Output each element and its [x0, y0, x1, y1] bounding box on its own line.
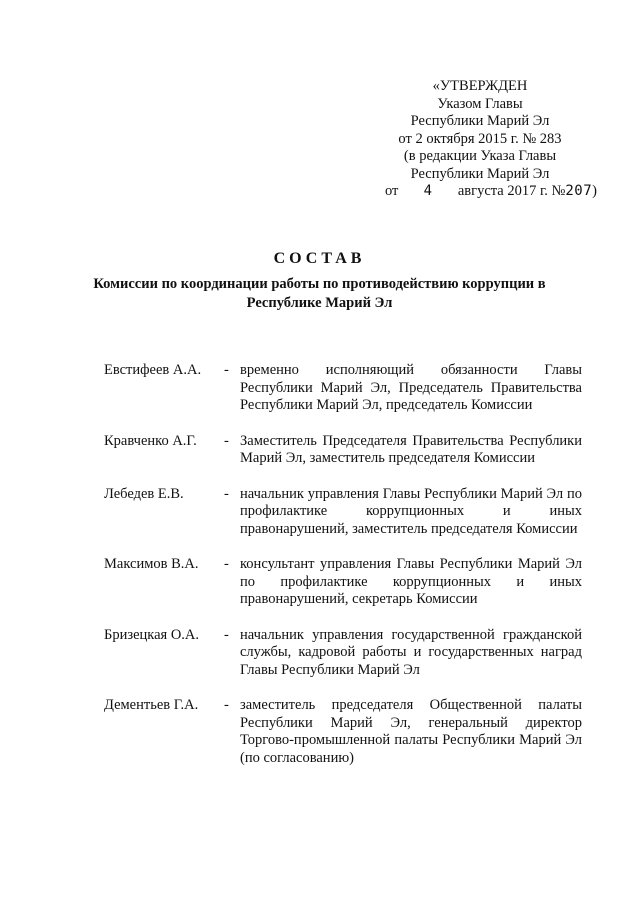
member-dash: - — [224, 626, 229, 643]
member-entry — [104, 697, 582, 767]
member-description: Заместитель Председателя Правительства Республики Марий Эл, заместитель председателя Комиссии — [240, 432, 582, 466]
amendment-number: 207 — [565, 183, 593, 199]
member-description: начальник управления Главы Республики Марий Эл по профилактике коррупционных и иных правонарушений, заместитель председателя Комиссии — [240, 485, 582, 537]
document-title: СОСТАВ — [273, 250, 366, 267]
member-entry — [104, 486, 582, 539]
member-entry — [104, 627, 582, 680]
member-entry — [104, 556, 582, 609]
member-name: Евстифеев А.А. — [104, 362, 202, 378]
member-entry — [104, 433, 582, 468]
approval-line: (в редакции Указа Главы — [403, 148, 557, 164]
amendment-middle: августа 2017 г. № — [457, 183, 566, 199]
members-list — [104, 362, 582, 767]
member-description: консультант управления Главы Республики Марий Эл по профилактике коррупционных и иных правонарушений, секретарь Комиссии — [240, 556, 582, 607]
member-name: Дементьев Г.А. — [104, 697, 199, 713]
approval-line: Республики Марий Эл — [410, 165, 550, 182]
approval-line: «УТВЕРЖДЕН — [432, 78, 528, 94]
member-description: временно исполняющий обязанности Главы Республики Марий Эл, Председатель Правительства Республики Марий Эл, председатель Комиссии — [240, 362, 582, 413]
document-subtitle: Комиссии по координации работы по противодействию коррупции в Республике Марий Эл — [93, 276, 546, 311]
amendment-suffix: ) — [592, 183, 597, 199]
member-dash: - — [224, 697, 229, 713]
member-name: Бризецкая О.А. — [104, 626, 200, 643]
approval-line: от 2 октября 2015 г. № 283 — [398, 130, 562, 147]
approval-stamp — [375, 78, 597, 201]
approval-line: Республики Марий Эл — [410, 113, 550, 129]
member-entry — [104, 362, 582, 415]
member-dash: - — [224, 556, 229, 572]
amendment-prefix: от — [385, 183, 399, 199]
member-dash: - — [224, 485, 229, 502]
approval-line: Указом Главы — [437, 95, 523, 112]
member-dash: - — [224, 362, 229, 378]
member-description: начальник управления государственной гражданской службы, кадровой работы и государственных наград Главы Республики Марий Эл — [240, 626, 582, 678]
member-name: Максимов В.А. — [104, 556, 199, 572]
amendment-day: 4 — [423, 183, 433, 199]
amendment-line — [375, 183, 597, 201]
member-name: Кравченко А.Г. — [104, 432, 197, 449]
member-description: заместитель председателя Общественной палаты Республики Марий Эл, генеральный директор Торгово-промышленной палаты Республики Марий Эл (по согласованию) — [240, 697, 582, 766]
member-dash: - — [224, 432, 229, 449]
member-name: Лебедев Е.В. — [104, 485, 184, 502]
